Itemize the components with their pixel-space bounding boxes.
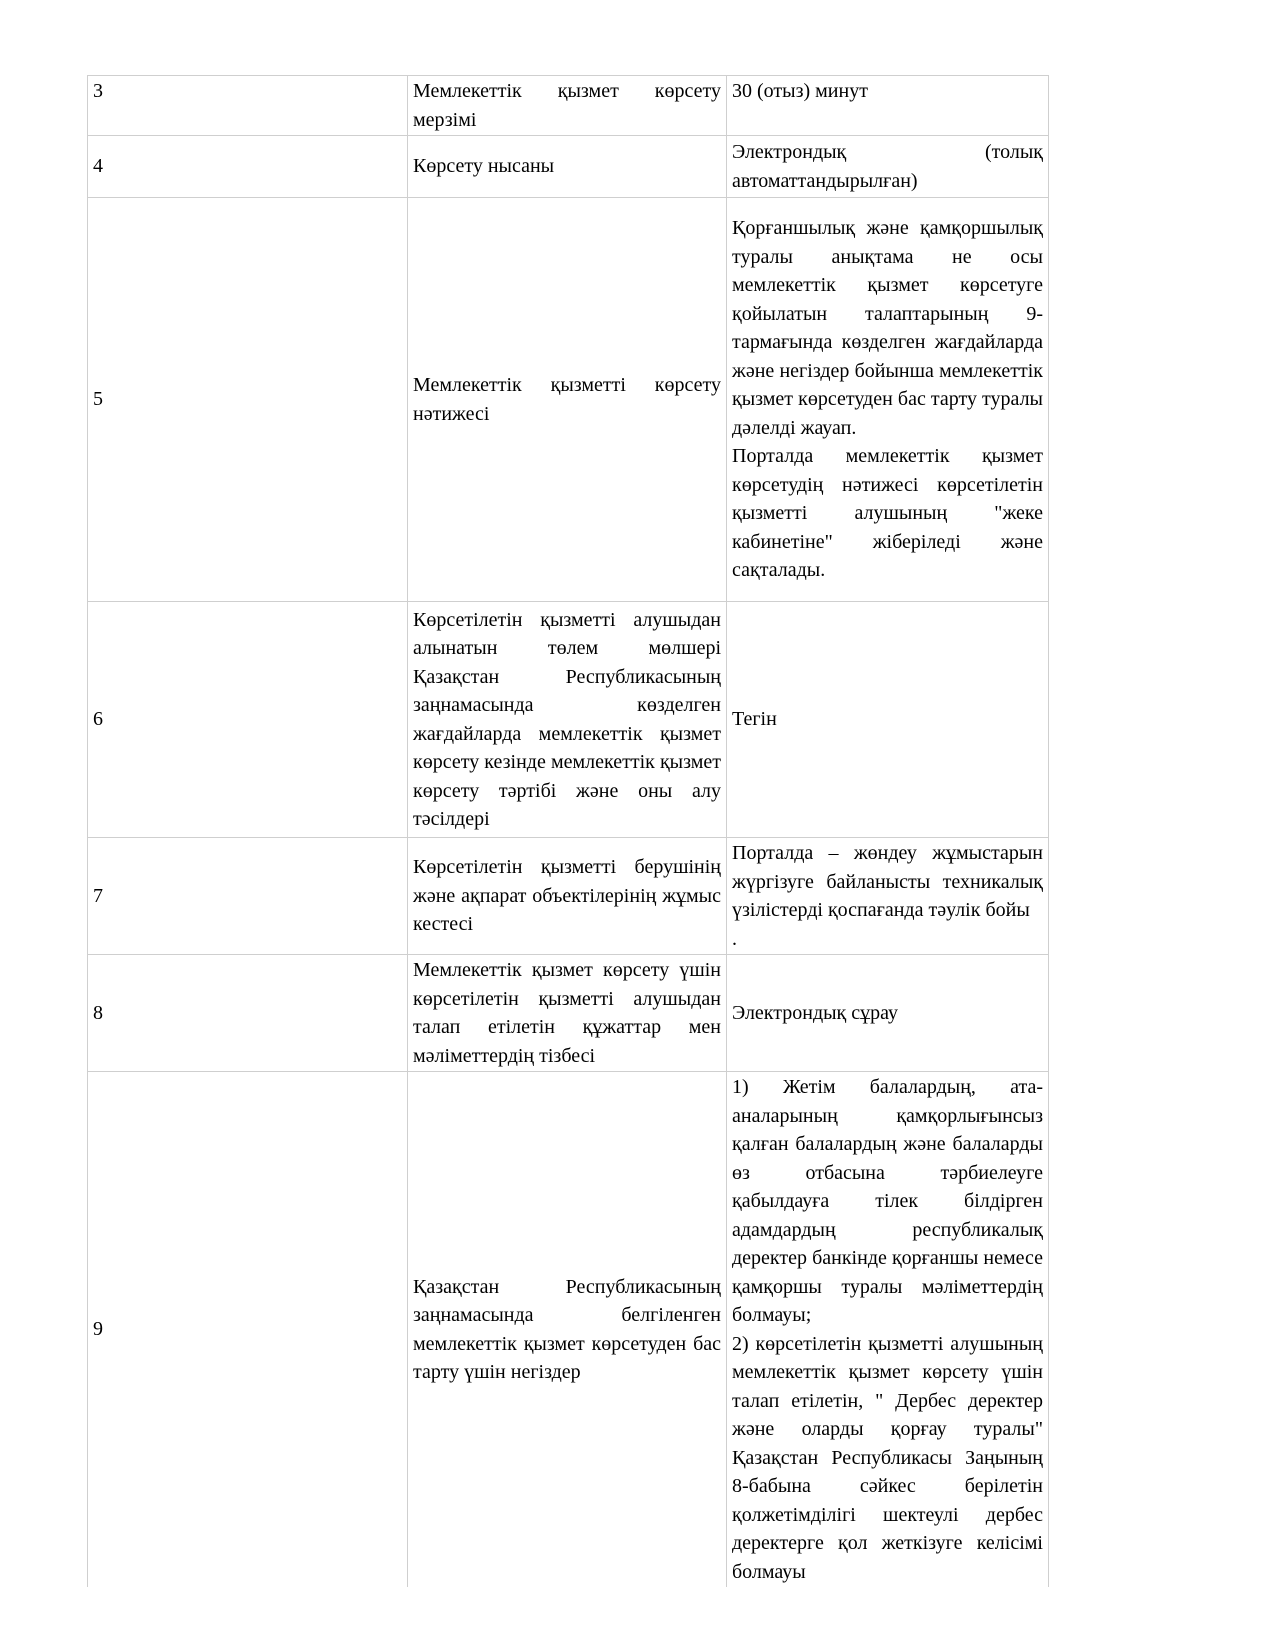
row-value <box>727 198 1049 602</box>
row-number: 6 <box>88 602 408 838</box>
row-label <box>408 1072 727 1588</box>
row-value-text: Электрондық сұрау <box>732 1001 899 1024</box>
row-value-text: 1) Жетім балалардың, ата-аналарының қамқорлығынсыз қалған балалардың және балаларды өз отбасына тәрбиелеуге қабылдауға тілек білдірген адамдардың республикалық деректер банкінде қорғаншы немесе қамқоршы туралы мәліметтердің болмауы; <box>732 1076 1043 1326</box>
row-value-text: Тегін <box>732 708 777 731</box>
row-value-text: Порталда мемлекеттік қызмет көрсетудің нәтижесі көрсетілетін қызметті алушының "жеке кабинетіне" жіберіледі және сақталады. <box>732 445 1043 582</box>
table-row <box>88 1072 1049 1588</box>
row-number: 7 <box>88 838 408 955</box>
row-label <box>408 955 727 1072</box>
table-row <box>88 198 1049 602</box>
row-value-text: 30 (отыз) минут <box>732 80 868 102</box>
row-value <box>727 838 1049 955</box>
row-label <box>408 838 727 955</box>
row-number: 8 <box>88 955 408 1072</box>
row-value-text: Қорғаншылық және қамқоршылық туралы анықтама не осы мемлекеттік қызмет көрсетуге қойылатын талаптарының 9-тармағында көзделген жағдайларда және негіздер бойынша мемлекеттік қызмет көрсетуден бас тарту туралы дәлелді жауап. <box>732 217 1043 439</box>
table-row <box>88 838 1049 955</box>
row-label-text: Мемлекеттік қызметті көрсету нәтижесі <box>413 374 721 425</box>
row-label <box>408 198 727 602</box>
row-value <box>727 136 1049 198</box>
row-label <box>408 76 727 136</box>
row-value <box>727 602 1049 838</box>
row-label-text: Көрсету нысаны <box>413 155 555 178</box>
row-number: 3 <box>88 76 408 136</box>
row-label-text: Мемлекеттік қызмет көрсету мерзімі <box>413 80 721 131</box>
row-value <box>727 1072 1049 1588</box>
row-label-text: Мемлекеттік қызмет көрсету үшін көрсетілетін қызметті алушыдан талап етілетін құжаттар мен мәліметтердің тізбесі <box>413 959 721 1067</box>
table-row <box>88 136 1049 198</box>
row-value-text: Электрондық (толық автоматтандырылған) <box>732 141 1043 192</box>
row-label-text: Көрсетілетін қызметті берушінің және ақпарат объектілерінің жұмыс кестесі <box>413 856 721 936</box>
service-standard-table <box>87 75 1049 1587</box>
row-value-text: 2) көрсетілетін қызметті алушының мемлекеттік қызмет көрсету үшін талап етілетін, " Дербес деректер және оларды қорғау туралы" Қазақстан Республикасы Заңының 8-бабына сәйкес берілетін қолжетімділігі шектеулі дербес деректерге қол жеткізуге келісімі болмауы <box>732 1332 1043 1583</box>
row-label-text: Көрсетілетін қызметті алушыдан алынатын төлем мөлшері Қазақстан Республикасының заңнамасында көзделген жағдайларда мемлекеттік қызмет көрсету кезінде мемлекеттік қызмет көрсету тәртібі және оны алу тәсілдері <box>413 608 721 830</box>
row-label <box>408 602 727 838</box>
row-number: 4 <box>88 136 408 198</box>
row-label-text: Қазақстан Республикасының заңнамасында белгіленген мемлекеттік қызмет көрсетуден бас тарту үшін негіздер <box>413 1275 721 1383</box>
row-number: 5 <box>88 198 408 602</box>
row-value-text: Порталда – жөндеу жұмыстарын жүргізуге байланысты техникалық үзілістерді қоспағанда тәулік бойы <box>732 842 1043 921</box>
table-row <box>88 76 1049 136</box>
row-value-text: . <box>732 927 737 950</box>
row-value <box>727 76 1049 136</box>
row-value <box>727 955 1049 1072</box>
table-row <box>88 602 1049 838</box>
table-row <box>88 955 1049 1072</box>
row-label <box>408 136 727 198</box>
row-number: 9 <box>88 1072 408 1588</box>
